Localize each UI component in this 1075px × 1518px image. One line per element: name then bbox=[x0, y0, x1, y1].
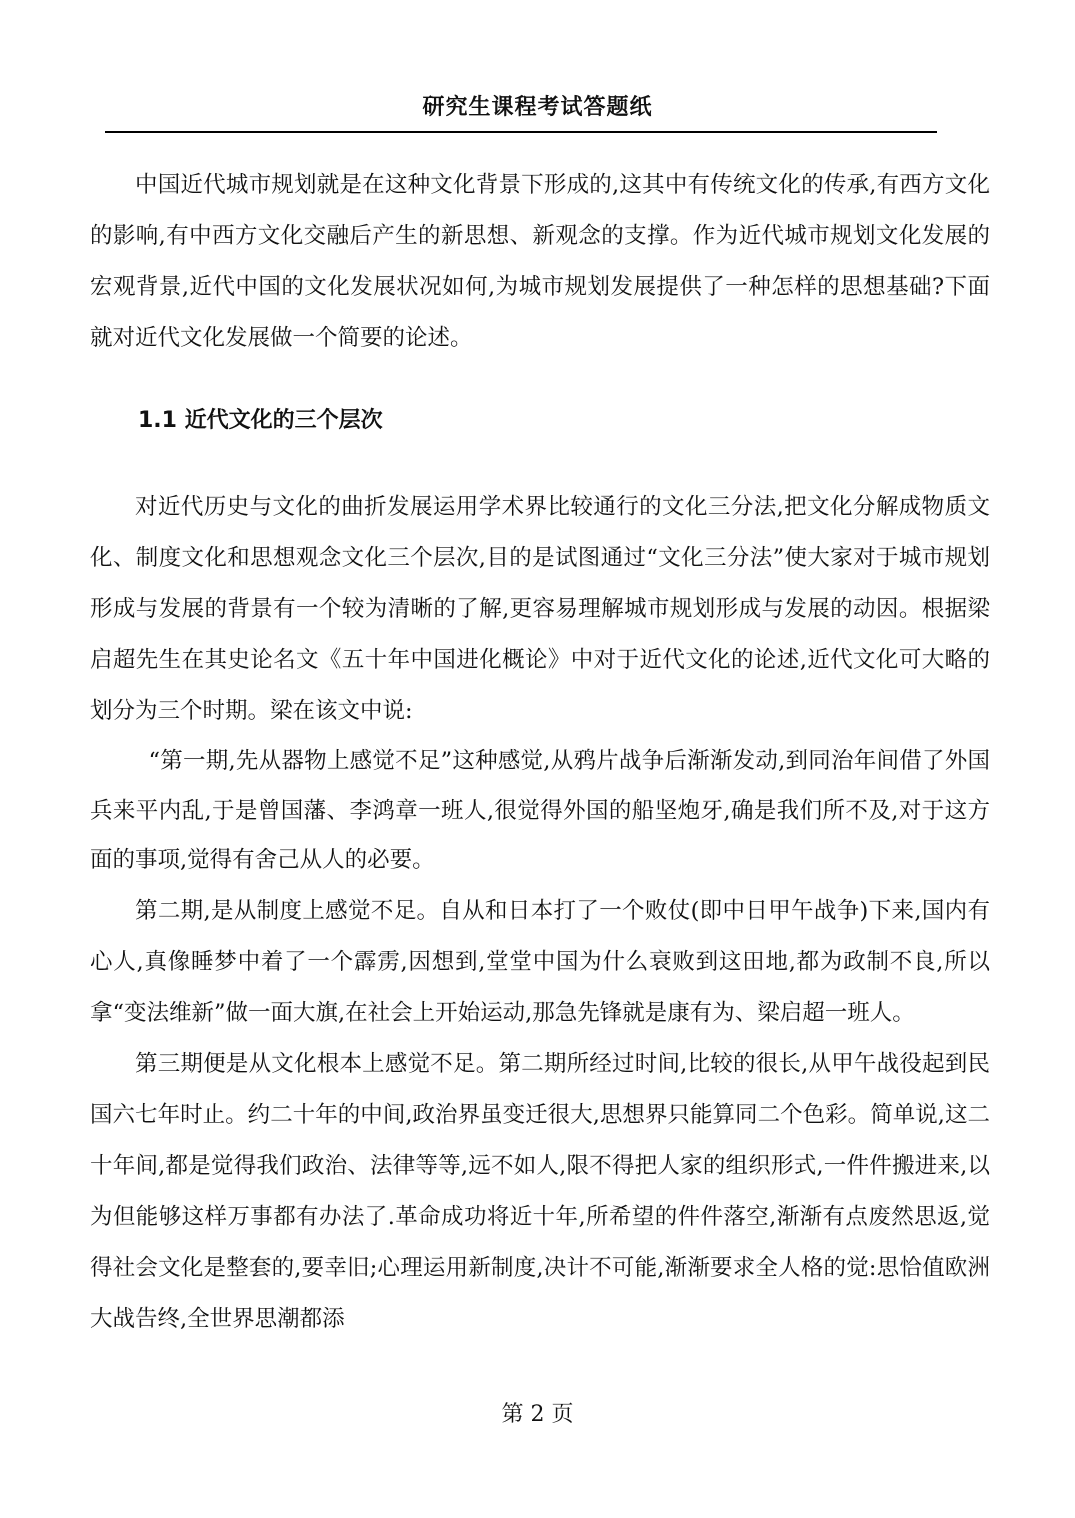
paragraph-method: 对近代历史与文化的曲折发展运用学术界比较通行的文化三分法,把文化分解成物质文化、制度文化和思想观念文化三个层次,目的是试图通过“文化三分法”使大家对于城市规划形成与发展的背景有一个较为清晰的了解,更容易理解城市规划形成与发展的动因。根据梁启超先生在其史论名文《五十年中国进化概论》中对于近代文化的论述,近代文化可大略的划分为三个时期。梁在该文中说: bbox=[90, 494, 990, 724]
paragraph-period-1: “第一期,先从器物上感觉不足”这种感觉,从鸦片战争后渐渐发动,到同治年间借了外国兵来平内乱,于是曾国藩、李鸿章一班人,很觉得外国的船坚炮牙,确是我们所不及,对于这方面的事项,觉得有舍己从人的必要。 bbox=[90, 748, 990, 873]
section-heading: 1.1 近代文化的三个层次 bbox=[138, 408, 383, 433]
paragraph-period-3: 第三期便是从文化根本上感觉不足。第二期所经过时间,比较的很长,从甲午战役起到民国六七年时止。约二十年的中间,政治界虽变迁很大,思想界只能算同二个色彩。简单说,这二十年间,都是觉得我们政治、法律等等,远不如人,限不得把人家的组织形式,一件件搬进来,以为但能够这样万事都有办法了.革命成功将近十年,所希望的件件落空,渐渐有点废然思返,觉得社会文化是整套的,要幸旧;心理运用新制度,决计不可能,渐渐要求全人格的觉:思恰值欧洲大战告终,全世界思潮都添 bbox=[90, 1050, 990, 1332]
document-body bbox=[90, 160, 990, 1345]
page-number: 第 2 页 bbox=[501, 1402, 574, 1427]
page-header-title: 研究生课程考试答题纸 bbox=[422, 95, 653, 120]
header-divider bbox=[105, 131, 937, 133]
paragraph-period-2: 第二期,是从制度上感觉不足。自从和日本打了一个败仗(即中日甲午战争)下来,国内有心人,真像睡梦中着了一个霹雳,因想到,堂堂中国为什么衰败到这田地,都为政制不良,所以拿“变法维新”做一面大旗,在社会上开始运动,那急先锋就是康有为、梁启超一班人。 bbox=[90, 897, 990, 1026]
paragraph-intro: 中国近代城市规划就是在这种文化背景下形成的,这其中有传统文化的传承,有西方文化的影响,有中西方文化交融后产生的新思想、新观念的支撑。作为近代城市规划文化发展的宏观背景,近代中国的文化发展状况如何,为城市规划发展提供了一种怎样的思想基础?下面就对近代文化发展做一个简要的论述。 bbox=[90, 172, 990, 351]
